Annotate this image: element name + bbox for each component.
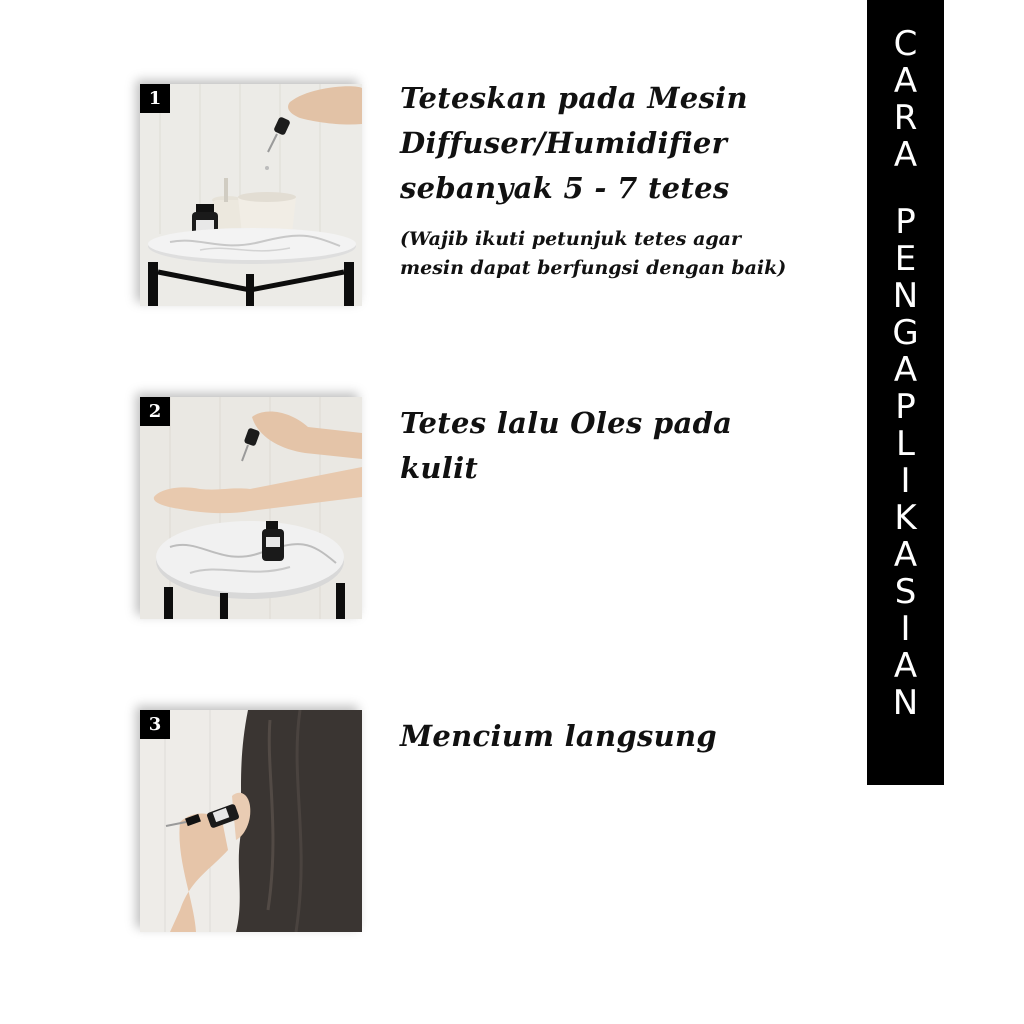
banner-letter: A — [893, 646, 918, 686]
dropper-over-wrist-image — [140, 397, 362, 619]
banner-letter: C — [893, 24, 918, 64]
banner-letter: I — [900, 609, 911, 649]
step-1-note — [400, 225, 786, 283]
banner-letter: P — [895, 387, 916, 427]
dropper-over-diffuser-image — [140, 84, 362, 306]
step-1-photo — [140, 84, 362, 306]
step-3-text — [400, 714, 717, 759]
step-2-text — [400, 401, 732, 491]
banner-letter: A — [893, 350, 918, 390]
banner-letter: G — [892, 313, 919, 353]
banner-letter: P — [895, 202, 916, 242]
step-1-title-line: Diffuser/Humidifier — [400, 126, 728, 160]
step-2-title-line: Tetes lalu Oles pada — [400, 406, 733, 440]
banner-letter: L — [896, 424, 915, 464]
banner-letter: N — [892, 276, 919, 316]
step-1-title-line: Teteskan pada Mesin — [400, 81, 748, 115]
step-2-title-line: kulit — [400, 451, 479, 485]
step-2-photo — [140, 397, 362, 619]
step-3-number: 3 — [140, 710, 170, 739]
step-1-number: 1 — [140, 84, 170, 113]
step-1-text — [400, 76, 786, 283]
step-1-note-line: (Wajib ikuti petunjuk tetes agar — [400, 228, 741, 250]
banner-letter: K — [894, 498, 917, 538]
vertical-title-banner — [867, 0, 944, 785]
banner-letter: I — [900, 461, 911, 501]
step-1-note-line: mesin dapat berfungsi dengan baik) — [400, 257, 787, 279]
banner-letter: S — [894, 572, 917, 612]
banner-word — [867, 204, 944, 722]
banner-letter: A — [893, 535, 918, 575]
banner-letter: E — [894, 239, 917, 279]
banner-word — [867, 26, 944, 174]
banner-letter: N — [892, 683, 919, 723]
step-3-title-line: Mencium langsung — [400, 719, 717, 753]
smelling-bottle-image — [140, 710, 362, 932]
step-3-photo — [140, 710, 362, 932]
banner-letter: R — [893, 98, 918, 138]
banner-letter: A — [893, 61, 918, 101]
banner-letter: A — [893, 135, 918, 175]
step-2-number: 2 — [140, 397, 170, 426]
step-1-title-line: sebanyak 5 - 7 tetes — [400, 171, 730, 205]
